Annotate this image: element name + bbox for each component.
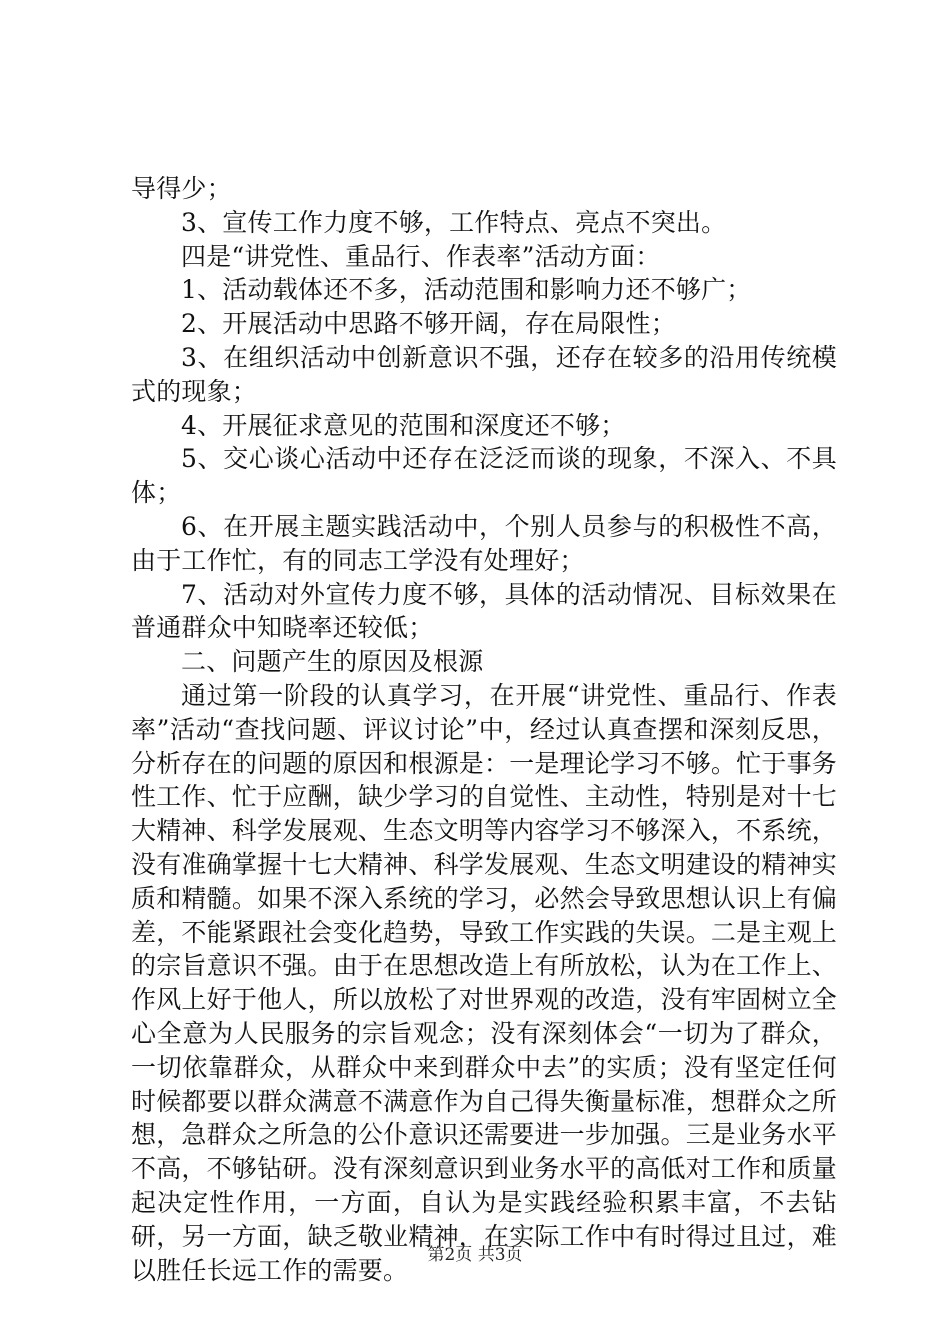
document-body [131, 172, 837, 1287]
paragraph-item-5-talks: 5、交心谈心活动中还存在泛泛而谈的现象，不深入、不具体； [131, 444, 837, 508]
paragraph-item-4-opinions: 4、开展征求意见的范围和深度还不够； [181, 410, 626, 440]
paragraph-causes-analysis: 通过第一阶段的认真学习，在开展“讲党性、重品行、作表率”活动“查找问题、评议讨论”中，经过认真查摆和深刻反思，分析存在的问题的原因和根源是：一是理论学习不够。忙于事务性工作、忙于应酬，缺少学习的自觉性、主动性，特别是对十七大精神、科学发展观、生态文明等内容学习不够深入，不系统，没有准确掌握十七大精神、科学发展观、生态文明建设的精神实质和精髓。如果不深入系统的学习，必然会导致思想认识上有偏差，不能紧跟社会变化趋势，导致工作实践的失误。二是主观上的宗旨意识不强。由于在思想改造上有所放松，认为在工作上、作风上好于他人，所以放松了对世界观的改造，没有牢固树立全心全意为人民服务的宗旨观念；没有深刻体会“一切为了群众，一切依靠群众，从群众中来到群众中去”的实质；没有坚定任何时候都要以群众满意不满意作为自己得失衡量标准，想群众之所想，急群众之所急的公仆意识还需要进一步加强。三是业务水平不高，不够钻研。没有深刻意识到业务水平的高低对工作和质量起决定性作用，一方面，自认为是实践经验积累丰富，不去钻研，另一方面，缺乏敬业精神，在实际工作中有时得过且过，难以胜任长远工作的需要。 [131, 680, 837, 1285]
page-number-label: 第2页 共3页 [427, 1245, 523, 1265]
paragraph-item-3-publicity: 3、宣传工作力度不够，工作特点、亮点不突出。 [181, 207, 727, 237]
paragraph-continuation: 导得少； [131, 174, 232, 203]
section-heading-causes: 二、问题产生的原因及根源 [181, 647, 484, 677]
paragraph-item-7-outreach: 7、活动对外宣传力度不够，具体的活动情况、目标效果在普通群众中知晓率还较低； [131, 579, 837, 643]
paragraph-item-6-participation: 6、在开展主题实践活动中，个别人员参与的积极性不高，由于工作忙，有的同志工学没有处理好； [131, 511, 837, 575]
paragraph-section-four-heading: 四是“讲党性、重品行、作表率”活动方面： [181, 241, 661, 271]
paragraph-item-3-innovation: 3、在组织活动中创新意识不强，还存在较多的沿用传统模式的现象； [131, 342, 837, 406]
paragraph-item-1-activity: 1、活动载体还不多，活动范围和影响力还不够广； [181, 275, 752, 305]
page-footer [0, 1244, 950, 1266]
paragraph-item-2-thinking: 2、开展活动中思路不够开阔，存在局限性； [181, 309, 676, 339]
